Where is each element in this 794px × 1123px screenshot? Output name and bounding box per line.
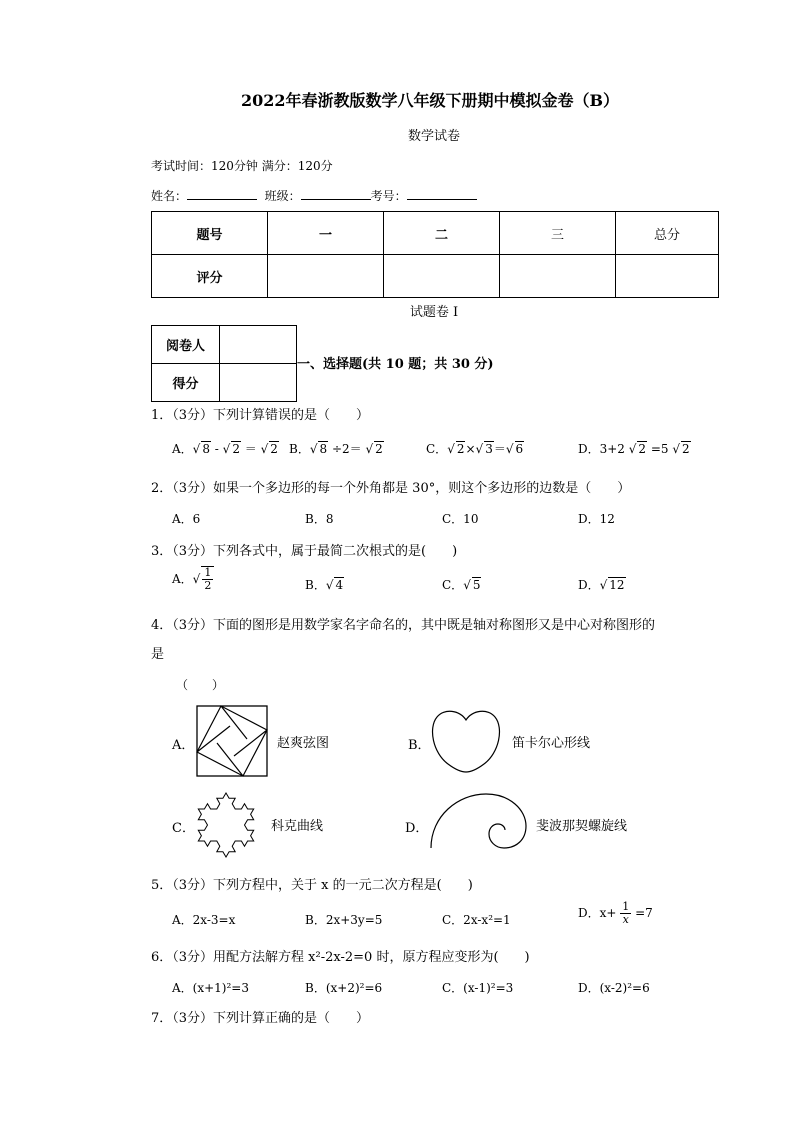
q4-answer-paren: （ ） bbox=[176, 678, 225, 692]
q5-option-a: A．2x-3=x bbox=[172, 913, 236, 927]
question-2: 2．（3分）如果一个多边形的每一个外角都是 30°，则这个多边形的边数是（ ） bbox=[151, 481, 631, 496]
q4-option-d-label: D． bbox=[405, 821, 429, 836]
q5-option-c: C．2x-x²=1 bbox=[442, 913, 511, 927]
score-header-cell: 一 bbox=[268, 212, 384, 255]
q3-option-d: D．√ 12 bbox=[578, 578, 625, 592]
score-cell[interactable] bbox=[384, 255, 500, 298]
q4-option-a-label: A． bbox=[172, 738, 195, 753]
page-title: 2022年春浙教版数学八年级下册期中模拟金卷（B） bbox=[240, 91, 620, 110]
question-3: 3．（3分）下列各式中，属于最简二次根式的是( ) bbox=[151, 544, 458, 559]
q1-option-b: B．√ 8 ÷2＝ √ 2 bbox=[289, 442, 383, 456]
student-fields bbox=[151, 187, 477, 204]
q6-option-a: A．(x+1)²=3 bbox=[172, 981, 249, 995]
reviewer-cell[interactable] bbox=[220, 326, 297, 364]
score-table bbox=[151, 211, 719, 298]
question-6: 6．（3分）用配方法解方程 x²-2x-2=0 时，原方程应变形为( ) bbox=[151, 950, 530, 965]
q4-option-b-label: B． bbox=[408, 738, 431, 753]
score-header-cell: 三 bbox=[500, 212, 616, 255]
class-blank[interactable] bbox=[301, 187, 371, 200]
q4-option-c-label: C． bbox=[172, 821, 195, 836]
question-4-cont: 是 bbox=[151, 647, 165, 662]
score-cell[interactable] bbox=[268, 255, 384, 298]
score-cell[interactable] bbox=[500, 255, 616, 298]
page-subtitle: 数学试卷 bbox=[407, 129, 460, 144]
question-5: 5．（3分）下列方程中，关于 x 的一元二次方程是( ) bbox=[151, 878, 473, 893]
q6-option-b: B．(x+2)²=6 bbox=[305, 981, 383, 995]
q6-option-c: C．(x-1)²=3 bbox=[442, 981, 514, 995]
section-heading: 一、选择题(共 10 题；共 30 分) bbox=[297, 357, 494, 372]
q1-option-d: D．3+2 √ 2 =5 √ 2 bbox=[578, 442, 690, 456]
q5-option-b: B．2x+3y=5 bbox=[305, 913, 383, 927]
q2-option-d: D．12 bbox=[578, 512, 615, 526]
zhao-shuang-diagram-icon bbox=[196, 705, 268, 777]
fibonacci-spiral-icon bbox=[428, 788, 528, 854]
q2-option-c: C．10 bbox=[442, 512, 479, 526]
q4-option-c-name: 科克曲线 bbox=[271, 819, 324, 834]
name-blank[interactable] bbox=[187, 187, 257, 200]
score-cell[interactable] bbox=[616, 255, 719, 298]
q3-option-c: C．√ 5 bbox=[442, 578, 481, 592]
cardioid-curve-icon bbox=[430, 708, 502, 774]
q4-option-a-name: 赵爽弦图 bbox=[277, 736, 330, 751]
q3-option-b: B．√ 4 bbox=[305, 578, 344, 592]
q1-option-c: C．√ 2×√ 3＝√ 6 bbox=[426, 442, 524, 456]
q5-option-d: D．x+ $\frac{1}{x}$ =7 bbox=[578, 900, 653, 926]
q1-option-a: A．√ 8 - √ 2 ＝ √ 2 bbox=[172, 442, 278, 456]
class-label: 班级： bbox=[264, 189, 301, 203]
part-title: 试题卷 I bbox=[409, 305, 459, 320]
score-row-label: 评分 bbox=[152, 255, 268, 298]
id-label: 考号： bbox=[370, 189, 407, 203]
question-1: 1．（3分）下列计算错误的是（ ） bbox=[151, 408, 370, 423]
exam-info: 考试时间：120分钟 满分：120分 bbox=[151, 159, 333, 173]
q2-option-a: A．6 bbox=[172, 512, 201, 526]
score-header-cell: 二 bbox=[384, 212, 500, 255]
id-blank[interactable] bbox=[407, 187, 477, 200]
question-4: 4．（3分）下面的图形是用数学家名字命名的，其中既是轴对称图形又是中心对称图形的 bbox=[151, 618, 656, 633]
q4-option-d-name: 斐波那契螺旋线 bbox=[536, 819, 628, 834]
q3-option-a: A．√ $\frac{1}{2}$ bbox=[172, 566, 214, 592]
q4-option-b-name: 笛卡尔心形线 bbox=[512, 736, 591, 751]
q2-option-b: B．8 bbox=[305, 512, 334, 526]
grader-score-cell[interactable] bbox=[220, 364, 297, 402]
name-label: 姓名： bbox=[151, 189, 188, 203]
q6-option-d: D．(x-2)²=6 bbox=[578, 981, 650, 995]
score-header-cell: 题号 bbox=[152, 212, 268, 255]
koch-snowflake-icon bbox=[190, 786, 262, 860]
score-header-cell: 总分 bbox=[616, 212, 719, 255]
score-label: 得分 bbox=[152, 364, 220, 402]
question-7: 7．（3分）下列计算正确的是（ ） bbox=[151, 1011, 370, 1026]
grader-table bbox=[151, 325, 297, 402]
reviewer-label: 阅卷人 bbox=[152, 326, 220, 364]
